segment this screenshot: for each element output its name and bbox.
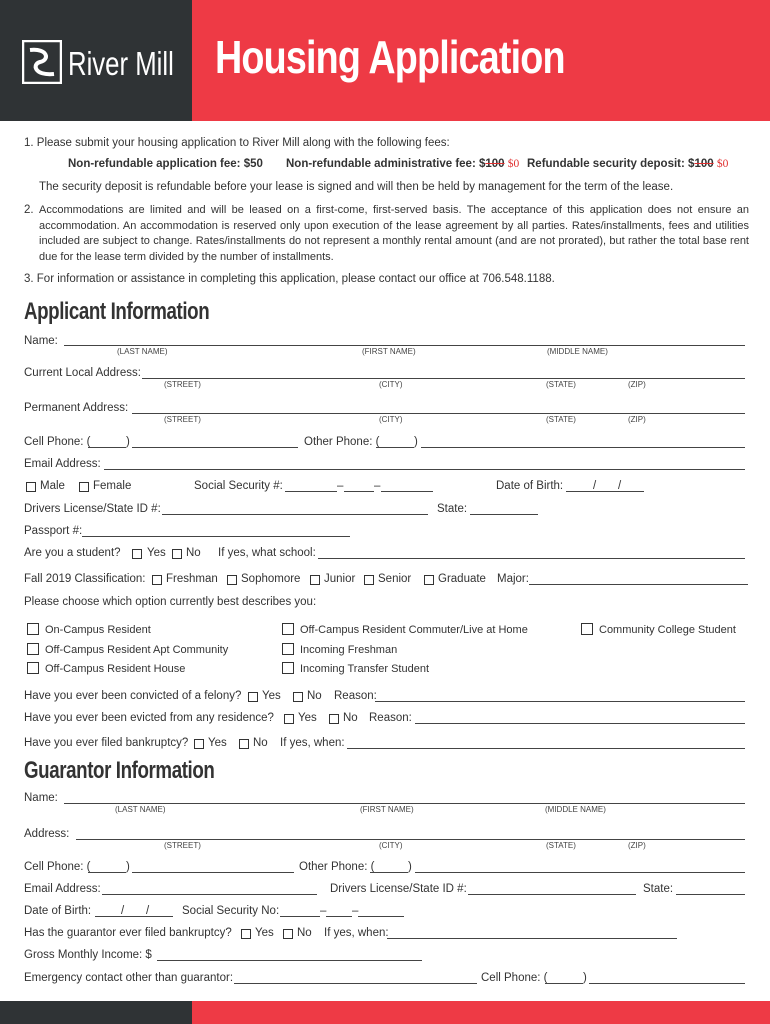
senior-label: Senior — [378, 573, 412, 585]
incoming-freshman-label: Incoming Freshman — [300, 644, 398, 656]
guarantor-other-phone-field[interactable] — [415, 872, 745, 873]
zip-hint: (ZIP) — [628, 415, 646, 424]
permanent-address-field[interactable] — [132, 413, 745, 414]
when-label: If yes, when: — [280, 737, 345, 749]
evicted-no-checkbox[interactable] — [329, 714, 339, 724]
guarantor-email-label: Email Address: — [24, 883, 101, 895]
emergency-label: Emergency contact other than guarantor: — [24, 972, 234, 984]
junior-label: Junior — [324, 573, 356, 585]
community-college-checkbox[interactable] — [581, 623, 593, 635]
incoming-freshman-checkbox[interactable] — [282, 643, 294, 655]
felony-no-checkbox[interactable] — [293, 692, 303, 702]
guarantor-ssn-part3-field[interactable] — [358, 916, 404, 917]
license-field[interactable] — [162, 514, 428, 515]
yes-label: Yes — [262, 690, 281, 702]
on-campus-checkbox[interactable] — [27, 623, 39, 635]
cell-phone-label: Cell Phone: ( — [24, 436, 91, 448]
street-hint: (STREET) — [164, 415, 201, 424]
ssn-dash: – — [337, 480, 344, 492]
on-campus-label: On-Campus Resident — [45, 624, 151, 636]
guarantor-bankruptcy-label: Has the guarantor ever filed bankruptcy? — [24, 927, 232, 939]
logo-text: River Mill — [68, 45, 174, 82]
guarantor-dob-field[interactable] — [95, 916, 173, 917]
middle-name-hint: (MIDDLE NAME) — [547, 347, 608, 356]
no-label: No — [297, 927, 312, 939]
reason-label: Reason: — [369, 712, 412, 724]
dob-slash: / — [121, 905, 125, 917]
freshman-label: Freshman — [166, 573, 218, 585]
major-field[interactable] — [529, 584, 748, 585]
other-phone-area-field[interactable] — [376, 447, 414, 448]
emergency-cell-label: Cell Phone: ( — [481, 972, 548, 984]
no-label: No — [307, 690, 322, 702]
state-hint: (STATE) — [546, 841, 576, 850]
last-name-hint: (LAST NAME) — [115, 805, 166, 814]
footer-dark-bar — [0, 1001, 192, 1024]
bankruptcy-no-checkbox[interactable] — [239, 739, 249, 749]
cell-phone-close: ) — [583, 972, 587, 984]
local-address-field[interactable] — [142, 378, 745, 379]
male-label: Male — [40, 480, 65, 492]
guarantor-when-label: If yes, when: — [324, 927, 389, 939]
freshman-checkbox[interactable] — [152, 575, 162, 585]
incoming-transfer-checkbox[interactable] — [282, 662, 294, 674]
school-label: If yes, what school: — [218, 547, 316, 559]
email-label: Email Address: — [24, 458, 101, 470]
ssn-dash: – — [320, 905, 327, 917]
commuter-checkbox[interactable] — [282, 623, 294, 635]
guarantor-bankruptcy-no-checkbox[interactable] — [283, 929, 293, 939]
bankruptcy-when-field[interactable] — [347, 748, 745, 749]
commuter-label: Off-Campus Resident Commuter/Live at Home — [300, 624, 528, 636]
no-label: No — [186, 547, 201, 559]
cell-phone-close: ) — [126, 436, 130, 448]
applicant-heading: Applicant Information — [24, 298, 210, 325]
guarantor-dob-label: Date of Birth: — [24, 905, 92, 917]
ssn-dash: – — [352, 905, 359, 917]
graduate-label: Graduate — [438, 573, 486, 585]
application-fee: Non-refundable application fee: $50 — [68, 158, 263, 170]
page-title: Housing Application — [215, 31, 565, 83]
last-name-hint: (LAST NAME) — [117, 347, 168, 356]
guarantor-name-field[interactable] — [64, 803, 745, 804]
guarantor-license-field[interactable] — [468, 894, 636, 895]
guarantor-ssn-part1-field[interactable] — [280, 916, 320, 917]
name-field[interactable] — [64, 345, 745, 346]
no-label: No — [253, 737, 268, 749]
state-label: State: — [437, 503, 468, 515]
resident-house-checkbox[interactable] — [27, 662, 39, 674]
felony-reason-field[interactable] — [375, 701, 745, 702]
administrative-fee: Non-refundable administrative fee: $100 $0 — [286, 158, 520, 170]
deposit-note: The security deposit is refundable before your lease is signed and will then be held by management for the term of the lease. — [39, 181, 674, 193]
graduate-checkbox[interactable] — [424, 575, 434, 585]
dob-slash: / — [593, 480, 597, 492]
security-deposit: Refundable security deposit: $100 $0 — [527, 158, 729, 170]
student-yes-checkbox[interactable] — [132, 549, 142, 559]
instruction-2-number: 2. — [24, 204, 34, 216]
street-hint: (STREET) — [164, 841, 201, 850]
guarantor-ssn-part2-field[interactable] — [326, 916, 352, 917]
guarantor-bankruptcy-when-field[interactable] — [387, 938, 677, 939]
guarantor-cell-area-field[interactable] — [88, 872, 126, 873]
major-label: Major: — [497, 573, 529, 585]
student-label: Are you a student? — [24, 547, 121, 559]
emergency-contact-field[interactable] — [234, 983, 477, 984]
yes-label: Yes — [208, 737, 227, 749]
guarantor-cell-label: Cell Phone: ( — [24, 861, 91, 873]
apt-community-label: Off-Campus Resident Apt Community — [45, 644, 229, 656]
other-phone-close: ) — [408, 861, 412, 873]
dob-field[interactable] — [566, 491, 644, 492]
email-field[interactable] — [104, 469, 745, 470]
guarantor-cell-field[interactable] — [132, 872, 294, 873]
zip-hint: (ZIP) — [628, 841, 646, 850]
city-hint: (CITY) — [379, 380, 403, 389]
yes-label: Yes — [255, 927, 274, 939]
guarantor-license-label: Drivers License/State ID #: — [330, 883, 467, 895]
guarantor-heading: Guarantor Information — [24, 757, 215, 784]
river-mill-logo-icon — [22, 40, 62, 84]
evicted-yes-checkbox[interactable] — [284, 714, 294, 724]
no-label: No — [343, 712, 358, 724]
ssn-dash: – — [374, 480, 381, 492]
street-hint: (STREET) — [164, 380, 201, 389]
cell-phone-area-field[interactable] — [88, 447, 126, 448]
felony-label: Have you ever been convicted of a felony? — [24, 690, 242, 702]
guarantor-email-field[interactable] — [102, 894, 317, 895]
guarantor-state-label: State: — [643, 883, 674, 895]
guarantor-other-phone-label: Other Phone: ( — [299, 861, 375, 873]
evicted-label: Have you ever been evicted from any residence? — [24, 712, 274, 724]
other-phone-field[interactable] — [421, 447, 745, 448]
ssn-part2-field[interactable] — [344, 491, 374, 492]
resident-house-label: Off-Campus Resident House — [45, 663, 186, 675]
guarantor-address-field[interactable] — [76, 839, 745, 840]
reason-label: Reason: — [334, 690, 377, 702]
school-field[interactable] — [318, 558, 745, 559]
instruction-3: 3. For information or assistance in completing this application, please contact our office at 706.548.1188. — [24, 273, 555, 285]
income-field[interactable] — [157, 960, 422, 961]
ssn-part1-field[interactable] — [285, 491, 337, 492]
zip-hint: (ZIP) — [628, 380, 646, 389]
instruction-1: 1. Please submit your housing application to River Mill along with the following fees: — [24, 137, 450, 149]
emergency-cell-field[interactable] — [589, 983, 745, 984]
permanent-address-label: Permanent Address: — [24, 402, 129, 414]
passport-label: Passport #: — [24, 525, 83, 537]
license-state-field[interactable] — [470, 514, 538, 515]
community-college-label: Community College Student — [599, 624, 736, 636]
classification-label: Fall 2019 Classification: — [24, 573, 146, 585]
yes-label: Yes — [298, 712, 317, 724]
bankruptcy-label: Have you ever filed bankruptcy? — [24, 737, 189, 749]
sophomore-checkbox[interactable] — [227, 575, 237, 585]
other-phone-label: Other Phone: ( — [304, 436, 380, 448]
cell-phone-field[interactable] — [132, 447, 298, 448]
cell-phone-close: ) — [126, 861, 130, 873]
senior-checkbox[interactable] — [364, 575, 374, 585]
passport-field[interactable] — [82, 536, 350, 537]
license-label: Drivers License/State ID #: — [24, 503, 161, 515]
footer-accent-bar — [192, 1001, 770, 1024]
junior-checkbox[interactable] — [310, 575, 320, 585]
emergency-cell-area-field[interactable] — [545, 983, 583, 984]
local-address-label: Current Local Address: — [24, 367, 141, 379]
ssn-part3-field[interactable] — [381, 491, 433, 492]
instruction-2: Accommodations are limited and will be leased on a first-come, first-served basis. The acceptance of this application does not ensure an accommodation. An accommodation is reserved only upon execution of the lease agreement by all parties. Rates/installments, fees and utilities included are subject to change. Rates/installments do not represent a monthly rental amount (and are not prorated), but rather the total base rent due for the lease term divided by the number of installments. — [39, 204, 749, 263]
dob-slash: / — [618, 480, 622, 492]
city-hint: (CITY) — [379, 415, 403, 424]
ssn-label: Social Security #: — [194, 480, 283, 492]
first-name-hint: (FIRST NAME) — [362, 347, 416, 356]
incoming-transfer-label: Incoming Transfer Student — [300, 663, 430, 675]
state-hint: (STATE) — [546, 415, 576, 424]
first-name-hint: (FIRST NAME) — [360, 805, 414, 814]
guarantor-state-field[interactable] — [676, 894, 745, 895]
name-label: Name: — [24, 335, 58, 347]
income-label: Gross Monthly Income: $ — [24, 949, 152, 961]
female-label: Female — [93, 480, 132, 492]
guarantor-address-label: Address: — [24, 828, 70, 840]
middle-name-hint: (MIDDLE NAME) — [545, 805, 606, 814]
state-hint: (STATE) — [546, 380, 576, 389]
female-checkbox[interactable] — [79, 482, 89, 492]
male-checkbox[interactable] — [26, 482, 36, 492]
student-no-checkbox[interactable] — [172, 549, 182, 559]
other-phone-close: ) — [414, 436, 418, 448]
evicted-reason-field[interactable] — [415, 723, 745, 724]
dob-label: Date of Birth: — [496, 480, 564, 492]
guarantor-other-area-field[interactable] — [370, 872, 408, 873]
dob-slash: / — [146, 905, 150, 917]
guarantor-name-label: Name: — [24, 792, 58, 804]
felony-yes-checkbox[interactable] — [248, 692, 258, 702]
describe-label: Please choose which option currently best describes you: — [24, 596, 317, 608]
guarantor-bankruptcy-yes-checkbox[interactable] — [241, 929, 251, 939]
city-hint: (CITY) — [379, 841, 403, 850]
sophomore-label: Sophomore — [241, 573, 301, 585]
bankruptcy-yes-checkbox[interactable] — [194, 739, 204, 749]
yes-label: Yes — [147, 547, 166, 559]
apt-community-checkbox[interactable] — [27, 643, 39, 655]
guarantor-ssn-label: Social Security No: — [182, 905, 280, 917]
